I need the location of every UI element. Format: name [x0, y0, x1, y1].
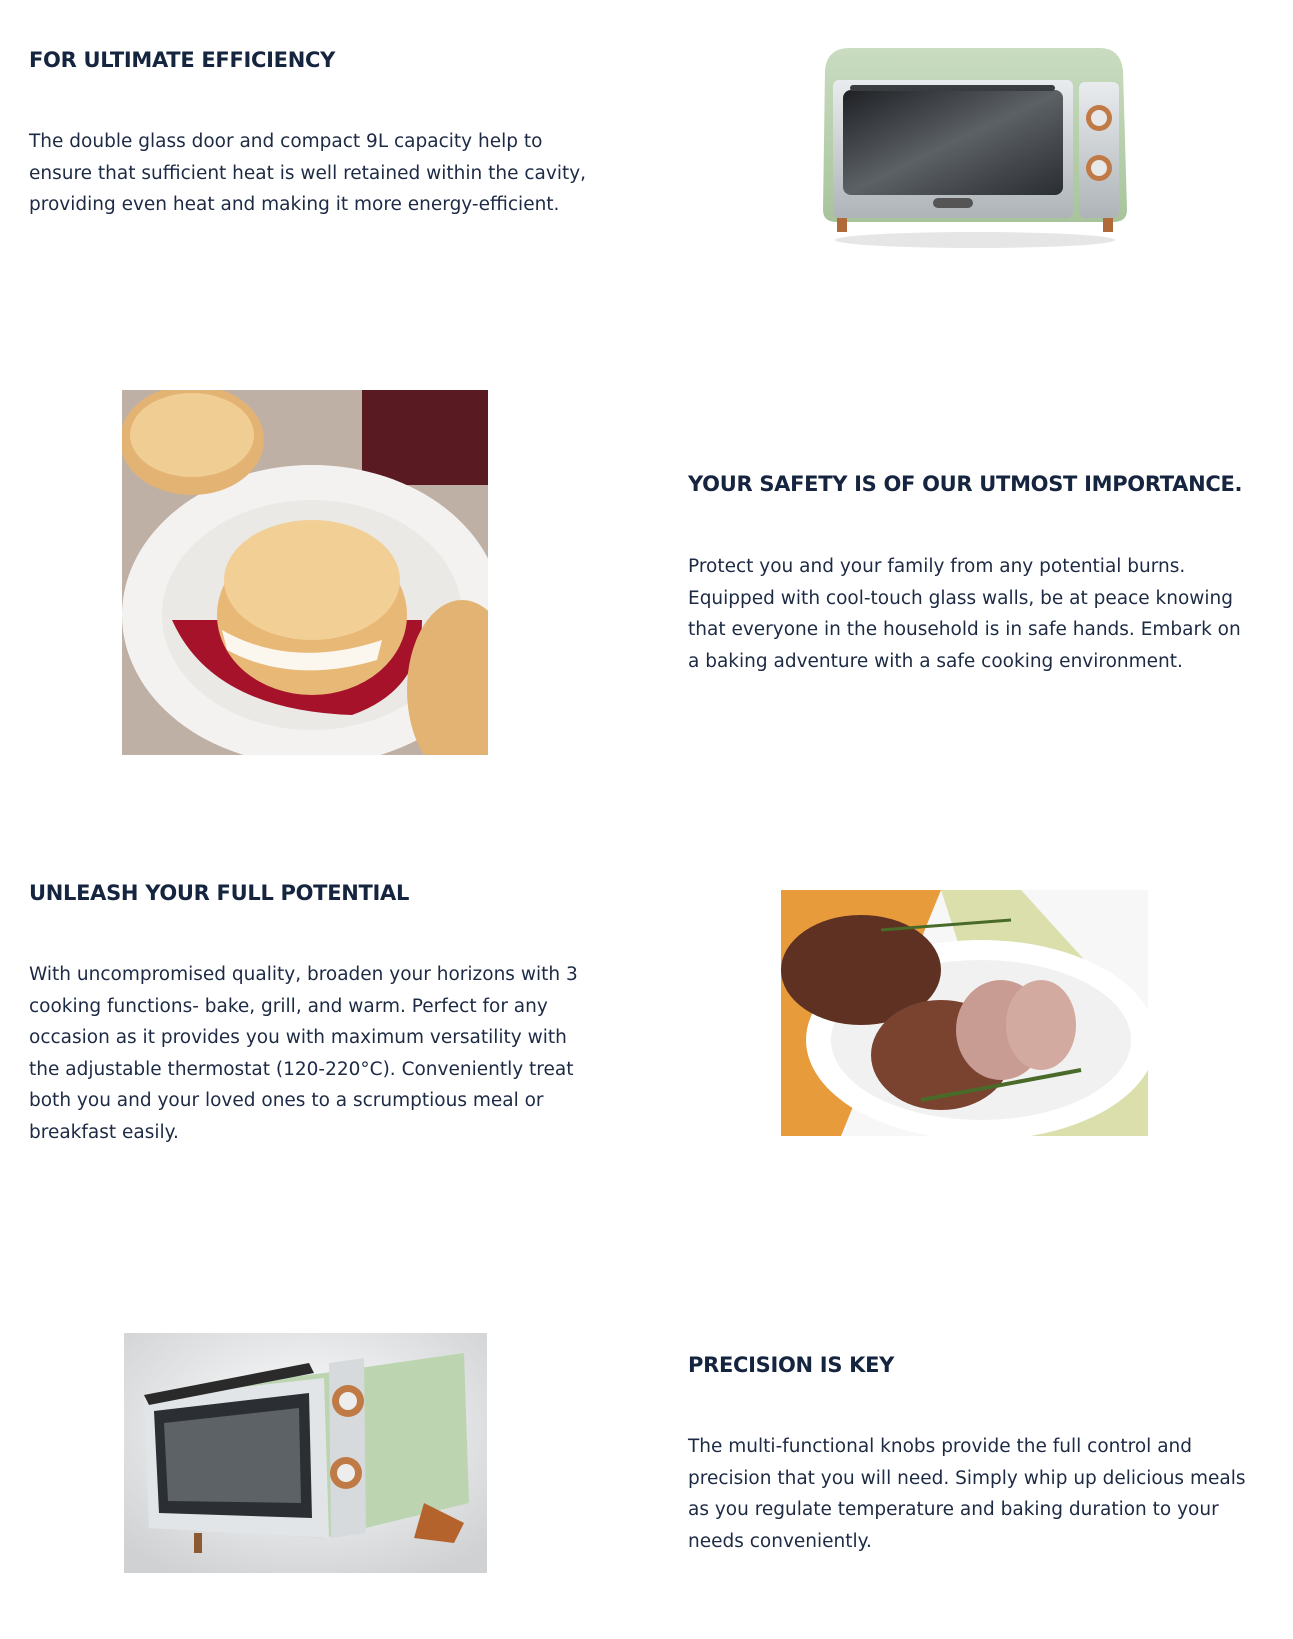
roast-meat-image	[781, 890, 1148, 1136]
section-heading-precision: PRECISION IS KEY	[688, 1353, 895, 1377]
section-heading-efficiency: FOR ULTIMATE EFFICIENCY	[29, 48, 335, 72]
oven-angled-image	[124, 1333, 487, 1573]
section-text-efficiency: The double glass door and compact 9L capacity help to ensure that sufficient heat is well retained within the cavity, providing even heat and making it more energy-efficient.	[29, 131, 587, 215]
section-heading-safety: YOUR SAFETY IS OF OUR UTMOST IMPORTANCE.	[688, 472, 1243, 496]
section-text-precision: The multi-functional knobs provide the full control and precision that you will need. Simply whip up delicious meals as you regulate temperature and baking duration to your needs conveniently.	[688, 1436, 1246, 1552]
section-heading-potential: UNLEASH YOUR FULL POTENTIAL	[29, 881, 410, 905]
scones-jam-image	[122, 390, 488, 755]
section-text-safety: Protect you and your family from any potential burns. Equipped with cool-touch glass walls, be at peace knowing that everyone in the household is in safe hands. Embark on a baking adventure with a safe cooking environment.	[688, 556, 1241, 672]
section-text-potential: With uncompromised quality, broaden your horizons with 3 cooking functions- bake, grill, and warm. Perfect for any occasion as it provides you with maximum versatility with the adjustable thermostat (120-220°C). Conveniently treat both you and your loved ones to a scrumptious meal or breakfast easily.	[29, 964, 578, 1143]
oven-front-image	[815, 40, 1135, 255]
